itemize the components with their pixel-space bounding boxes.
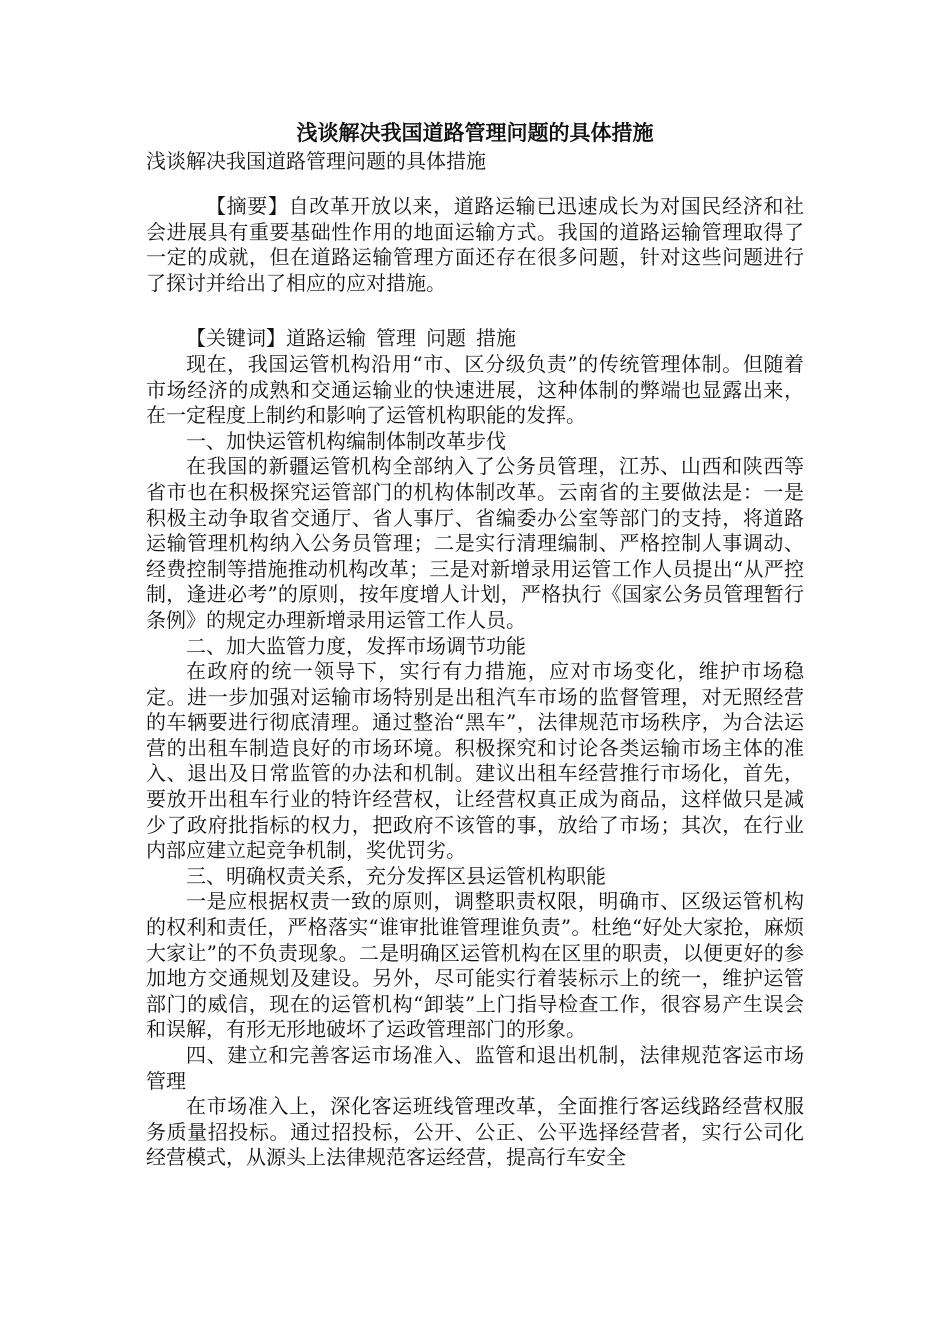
body-paragraph: 一是应根据权责一致的原则，调整职责权限，明确市、区级运管机构的权利和责任，严格落实“谁审批谁管理谁负责”。杜绝“好处大家抢，麻烦大家让”的不负责现象。二是明确区运管机构在区里的职责，以便更好的参加地方交通规划及建设。另外，尽可能实行着装标示上的统一，维护运管部门的威信，现在的运管机构“卸装”上门指导检查工作，很容易产生误会和误解，有形无形地破坏了运政管理部门的形象。	[146, 889, 804, 1042]
document-page	[146, 118, 804, 1171]
keyword: 问题	[426, 326, 466, 351]
body-paragraph: 现在，我国运管机构沿用“市、区分级负责”的传统管理体制。但随着市场经济的成熟和交通运输业的快速进展，这种体制的弊端也显露出来，在一定程度上制约和影响了运管机构职能的发挥。	[146, 351, 804, 428]
abstract-paragraph: 【摘要】自改革开放以来，道路运输已迅速成长为对国民经济和社会进展具有重要基础性作用的地面运输方式。我国的道路运输管理取得了一定的成就，但在道路运输管理方面还存在很多问题，针对这些问题进行了探讨并给出了相应的应对措施。	[146, 194, 804, 295]
section-heading: 三、明确权责关系，充分发挥区县运管机构职能	[186, 863, 606, 888]
keyword: 道路运输	[286, 326, 366, 351]
keyword: 管理	[376, 326, 416, 351]
document-subtitle: 浅谈解决我国道路管理问题的具体措施	[146, 149, 486, 173]
section-heading: 四、建立和完善客运市场准入、监管和退出机制，法律规范客运市场管理	[146, 1043, 804, 1093]
body-paragraph: 在我国的新疆运管机构全部纳入了公务员管理，江苏、山西和陕西等省市也在积极探究运管部门的机构体制改革。云南省的主要做法是：一是积极主动争取省交通厅、省人事厅、省编委办公室等部门的支持，将道路运输管理机构纳入公务员管理；二是实行清理编制、严格控制人事调动、经费控制等措施推动机构改革；三是对新增录用运管工作人员提出“从严控制，逢进必考”的原则，按年度增人计划，严格执行《国家公务员管理暂行条例》的规定办理新增录用运管工作人员。	[146, 454, 804, 632]
keywords-label: 【关键词】	[186, 326, 286, 351]
section-heading: 一、加快运管机构编制体制改革步伐	[186, 428, 506, 453]
keyword: 措施	[476, 326, 516, 351]
body-paragraph: 在市场准入上，深化客运班线管理改革，全面推行客运线路经营权服务质量招投标。通过招投标，公开、公正、公平选择经营者，实行公司化经营模式，从源头上法律规范客运经营，提高行车安全	[146, 1094, 804, 1170]
section-heading: 二、加大监管力度，发挥市场调节功能	[186, 633, 526, 658]
document-title: 浅谈解决我国道路管理问题的具体措施	[296, 120, 654, 145]
body-paragraph: 在政府的统一领导下，实行有力措施，应对市场变化，维护市场稳定。进一步加强对运输市场特别是出租汽车市场的监督管理，对无照经营的车辆要进行彻底清理。通过整治“黑车”，法律规范市场秩序，为合法运营的出租车制造良好的市场环境。积极探究和讨论各类运输市场主体的准入、退出及日常监管的办法和机制。建议出租车经营推行市场化，首先，要放开出租车行业的特许经营权，让经营权真正成为商品，这样做只是减少了政府批指标的权力，把政府不该管的事，放给了市场；其次，在行业内部应建立起竞争机制，奖优罚劣。	[146, 659, 804, 863]
keywords-line	[146, 326, 804, 352]
